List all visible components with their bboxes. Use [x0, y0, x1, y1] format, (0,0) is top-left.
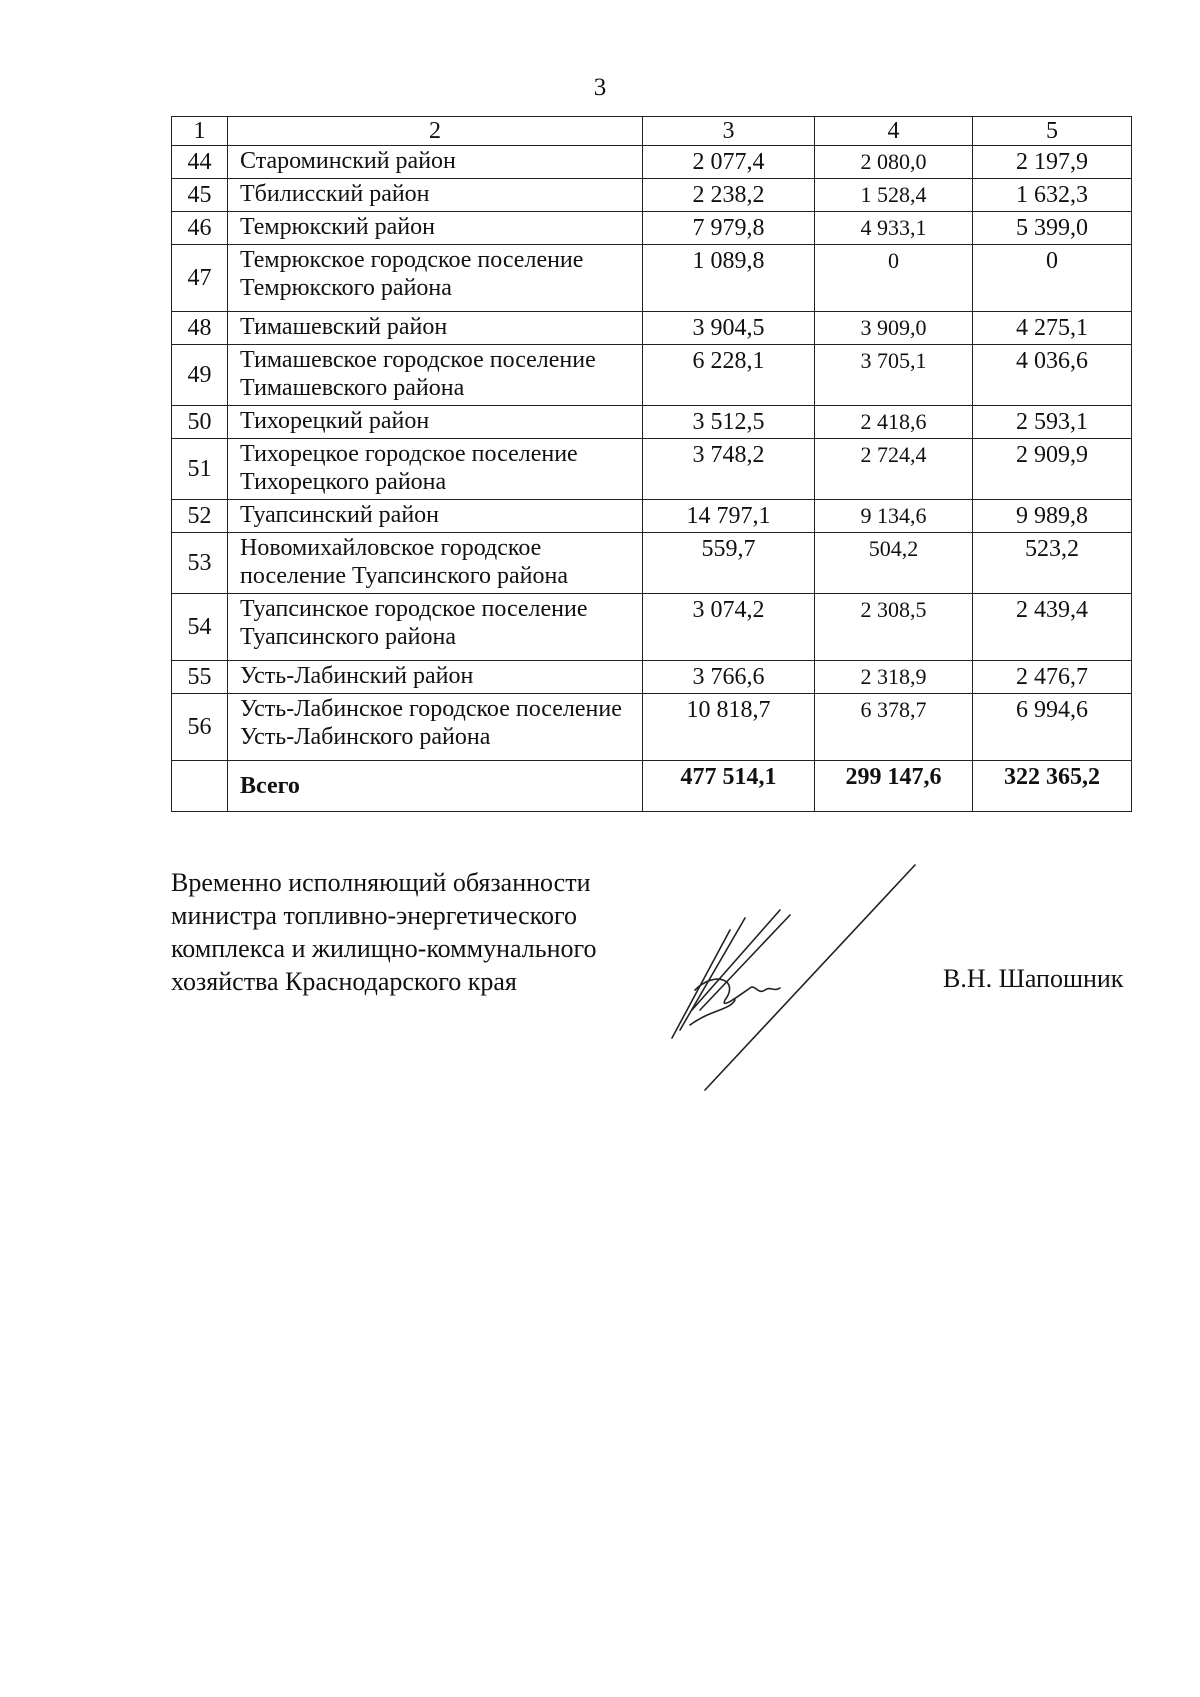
row-name-cell: Усть-Лабинский район	[228, 661, 643, 694]
row-value-cell: 2 308,5	[815, 594, 973, 661]
table-row	[172, 533, 1132, 594]
table-header-cell: 1	[172, 117, 228, 146]
row-value-cell: 3 909,0	[815, 312, 973, 345]
table-row	[172, 312, 1132, 345]
table-row	[172, 694, 1132, 761]
row-value-cell: 299 147,6	[815, 761, 973, 812]
table-row	[172, 439, 1132, 500]
row-value-cell: 2 439,4	[973, 594, 1132, 661]
row-value-cell: 2 238,2	[643, 179, 815, 212]
row-value-cell: 0	[973, 245, 1132, 312]
row-value-cell: 0	[815, 245, 973, 312]
row-number-cell: 50	[172, 406, 228, 439]
row-name-cell: Темрюкский район	[228, 212, 643, 245]
row-value-cell: 7 979,8	[643, 212, 815, 245]
row-value-cell: 9 134,6	[815, 500, 973, 533]
table-header-cell: 4	[815, 117, 973, 146]
row-value-cell: 504,2	[815, 533, 973, 594]
row-value-cell: 2 197,9	[973, 146, 1132, 179]
row-value-cell: 2 909,9	[973, 439, 1132, 500]
table-row	[172, 179, 1132, 212]
row-name-cell: Темрюкское городское поселение Темрюкского района	[228, 245, 643, 312]
row-value-cell: 322 365,2	[973, 761, 1132, 812]
table-row	[172, 406, 1132, 439]
signature-image	[670, 860, 930, 1100]
row-number-cell: 47	[172, 245, 228, 312]
row-value-cell: 477 514,1	[643, 761, 815, 812]
row-value-cell: 4 036,6	[973, 345, 1132, 406]
row-value-cell: 523,2	[973, 533, 1132, 594]
table-row	[172, 146, 1132, 179]
row-value-cell: 9 989,8	[973, 500, 1132, 533]
row-value-cell: 2 476,7	[973, 661, 1132, 694]
table-header-cell: 2	[228, 117, 643, 146]
row-value-cell: 1 632,3	[973, 179, 1132, 212]
data-table	[171, 116, 1132, 812]
signer-title: Временно исполняющий обязанности министра топливно-энергетического комплекса и жилищно-коммунального хозяйства Краснодарского края	[171, 868, 597, 996]
row-number-cell: 49	[172, 345, 228, 406]
signer-name: В.Н. Шапошник	[943, 964, 1124, 993]
table-total-row	[172, 761, 1132, 812]
row-number-cell	[172, 761, 228, 812]
row-name-cell: Староминский район	[228, 146, 643, 179]
table-body	[172, 117, 1132, 812]
page-number: 3	[593, 74, 607, 101]
row-number-cell: 55	[172, 661, 228, 694]
row-value-cell: 3 904,5	[643, 312, 815, 345]
row-value-cell: 1 089,8	[643, 245, 815, 312]
row-value-cell: 2 418,6	[815, 406, 973, 439]
row-value-cell: 10 818,7	[643, 694, 815, 761]
row-name-cell: Туапсинское городское поселение Туапсинского района	[228, 594, 643, 661]
table-row	[172, 245, 1132, 312]
row-value-cell: 2 724,4	[815, 439, 973, 500]
row-name-cell: Туапсинский район	[228, 500, 643, 533]
row-value-cell: 6 378,7	[815, 694, 973, 761]
table-row	[172, 594, 1132, 661]
row-name-cell: Усть-Лабинское городское поселение Усть-Лабинского района	[228, 694, 643, 761]
row-value-cell: 3 766,6	[643, 661, 815, 694]
row-value-cell: 2 077,4	[643, 146, 815, 179]
row-number-cell: 53	[172, 533, 228, 594]
table-header-cell: 5	[973, 117, 1132, 146]
row-name-cell: Всего	[228, 761, 643, 812]
row-name-cell: Тимашевское городское поселение Тимашевского района	[228, 345, 643, 406]
row-number-cell: 56	[172, 694, 228, 761]
row-number-cell: 52	[172, 500, 228, 533]
row-name-cell: Тихорецкий район	[228, 406, 643, 439]
row-number-cell: 54	[172, 594, 228, 661]
row-name-cell: Тбилисский район	[228, 179, 643, 212]
row-name-cell: Тихорецкое городское поселение Тихорецкого района	[228, 439, 643, 500]
row-value-cell: 3 074,2	[643, 594, 815, 661]
row-value-cell: 2 080,0	[815, 146, 973, 179]
row-number-cell: 46	[172, 212, 228, 245]
table-header-cell: 3	[643, 117, 815, 146]
row-value-cell: 2 318,9	[815, 661, 973, 694]
table-row	[172, 500, 1132, 533]
row-value-cell: 3 512,5	[643, 406, 815, 439]
row-value-cell: 5 399,0	[973, 212, 1132, 245]
row-value-cell: 4 275,1	[973, 312, 1132, 345]
row-value-cell: 14 797,1	[643, 500, 815, 533]
table-row	[172, 345, 1132, 406]
row-value-cell: 6 228,1	[643, 345, 815, 406]
table-header-row	[172, 117, 1132, 146]
row-number-cell: 45	[172, 179, 228, 212]
row-value-cell: 1 528,4	[815, 179, 973, 212]
row-number-cell: 48	[172, 312, 228, 345]
row-value-cell: 2 593,1	[973, 406, 1132, 439]
row-number-cell: 44	[172, 146, 228, 179]
row-value-cell: 3 705,1	[815, 345, 973, 406]
table-row	[172, 212, 1132, 245]
row-value-cell: 6 994,6	[973, 694, 1132, 761]
table-row	[172, 661, 1132, 694]
row-number-cell: 51	[172, 439, 228, 500]
row-name-cell: Новомихайловское городское поселение Туапсинского района	[228, 533, 643, 594]
row-value-cell: 3 748,2	[643, 439, 815, 500]
row-value-cell: 559,7	[643, 533, 815, 594]
row-name-cell: Тимашевский район	[228, 312, 643, 345]
row-value-cell: 4 933,1	[815, 212, 973, 245]
